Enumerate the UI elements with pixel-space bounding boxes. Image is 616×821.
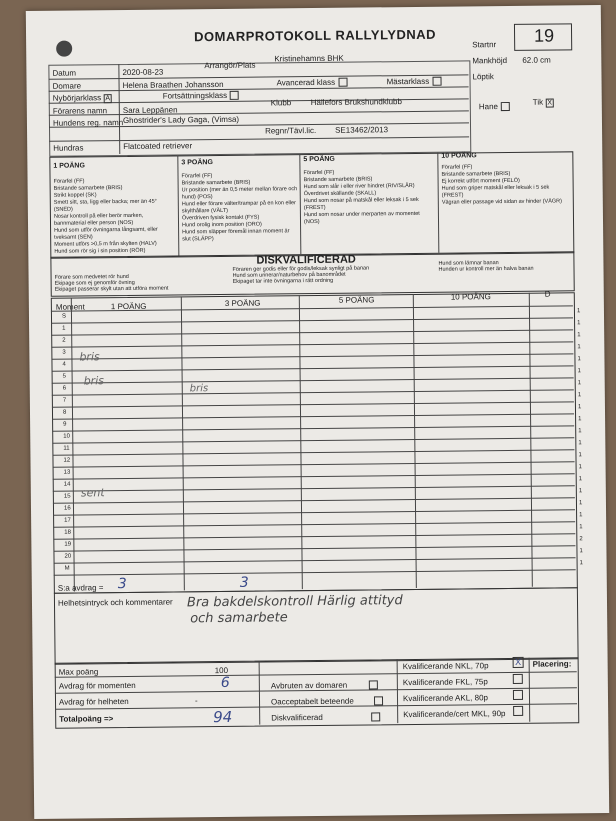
fortsattning-checkbox[interactable] xyxy=(230,91,239,100)
table-row-number: 2 xyxy=(62,337,66,344)
p1-title: 1 POÄNG xyxy=(53,162,85,170)
note-row3: bris xyxy=(79,350,100,364)
table-row-number: 19 xyxy=(64,541,72,548)
k4-label: Kvalificerande/cert MKL, 90p xyxy=(403,709,506,720)
col-header-moment: Moment xyxy=(55,302,85,312)
p5-title: 5 POÄNG xyxy=(303,155,335,164)
comments-text-1: Bra bakdelskontroll Härlig attityd xyxy=(186,593,403,611)
note-row6: bris xyxy=(189,383,209,395)
diskvalificerad-label: Diskvalificerad xyxy=(271,712,380,723)
col-header-10p: 10 POÄNG xyxy=(450,292,491,302)
p10-text: Förarfel (FF) Bristande samarbete (BRIS) Ej korrekt utfört moment (FELÖ) Hund som griper matskål eller leksak i 5 sek (FREST) Vägran eller passage vid sidan av hinder (VÄGR) xyxy=(441,164,562,206)
table-row-number: 1 xyxy=(62,325,66,332)
table-row-right-number: 1 xyxy=(578,476,583,483)
note-row14: sent xyxy=(80,486,105,500)
arrangor-label: Arrangör/Plats xyxy=(204,60,256,71)
table-row-number: M xyxy=(64,565,70,572)
regnr-label: Regnr/Tävl.lic. xyxy=(265,125,317,136)
datum-value: 2020-08-23 xyxy=(122,67,164,78)
oacceptabelt-label: Oacceptabelt beteende xyxy=(271,696,383,707)
hund-value: Ghostrider's Lady Gaga, (Vimsa) xyxy=(122,114,240,126)
table-row-number: 13 xyxy=(63,469,71,476)
avbruten-label: Avbruten av domaren xyxy=(271,680,378,691)
table-row-number: 12 xyxy=(63,457,71,464)
table-row-right-number: 1 xyxy=(578,416,582,423)
page-title: DOMARPROTOKOLL RALLYLYDNAD xyxy=(193,26,437,45)
table-row-number: 11 xyxy=(63,445,70,452)
avancerad-checkbox[interactable] xyxy=(338,78,347,87)
table-row-number: 9 xyxy=(63,421,67,428)
avdrag-hel-label: Avdrag för helheten xyxy=(58,696,129,707)
p5-text: Förarfel (FF) Bristande samarbete (BRIS) Hund som slår i eller river hindret (RIV/SLÅR) Överdrivet skällande (SKALL) Hund som nosar på matskål eller leksak i 5 sek (FREST) Hund som nosar under merparten av momentet (NOS) xyxy=(303,169,420,226)
hane-label: Hane xyxy=(479,102,510,112)
comments-label: Helhetsintryck och kommentarer xyxy=(57,597,173,608)
table-row-right-number: 1 xyxy=(576,308,581,315)
hundras-value: Flatcoated retriever xyxy=(123,141,193,152)
avancerad-label: Avancerad klass xyxy=(277,78,348,88)
table-row-right-number: 1 xyxy=(578,464,582,471)
table-row-number: 7 xyxy=(62,397,67,404)
startnr-label: Startnr xyxy=(472,40,497,50)
p10-title: 10 POÄNG xyxy=(441,152,477,160)
table-row-right-number: 2 xyxy=(579,536,583,543)
hundras-label: Hundras xyxy=(53,143,84,153)
loptik-label: Löptik xyxy=(472,72,494,82)
k1-checkbox[interactable]: X xyxy=(513,657,524,668)
hund-label: Hundens reg. namn xyxy=(52,118,124,128)
k1-label: Kvalificerande NKL, 70p xyxy=(402,661,489,672)
klubb-label: Klubb xyxy=(270,98,292,108)
table-row-right-number: 1 xyxy=(577,356,581,363)
table-row-number: 16 xyxy=(63,505,71,512)
avbruten-checkbox[interactable] xyxy=(369,681,378,690)
col-header-d: D xyxy=(544,289,551,299)
mastar-label: Mästarklass xyxy=(386,77,441,87)
k3-label: Kvalificerande AKL, 80p xyxy=(402,693,489,704)
table-row-number: 18 xyxy=(64,529,71,536)
avdrag-hel-value: - xyxy=(194,696,198,706)
comments-text-2: och samarbete xyxy=(190,610,288,627)
table-row-right-number: 1 xyxy=(579,524,583,531)
diskval-c3: Hund som lämnar banan Hunden ur kontroll mer än halva banan xyxy=(438,260,534,273)
table-row-number: 3 xyxy=(62,349,66,356)
table-row-number: 8 xyxy=(62,409,67,416)
fortsattning-label: Fortsättningsklass xyxy=(163,91,240,101)
table-row-number: 20 xyxy=(64,553,72,560)
p3-title: 3 POÄNG xyxy=(181,159,213,167)
placering-label: Placering: xyxy=(532,659,572,669)
diskval-title: DISKVALIFICERAD xyxy=(256,253,356,267)
note-row5: bris xyxy=(83,374,105,388)
p3-text: Förarfel (FF) Bristande samarbete (BRIS) Ur position (mer än 0,5 meter mellan förare och hund) (POS) Hund eller förare välter/trampar på en kon eller skylthållare (VÄLT) Överdriven fysisk kontakt (FYS) Hund orolig inom position (ORO) Hund som släpper föremål innan moment är slut (SLÄPP) xyxy=(181,173,298,243)
max-label: Max poäng xyxy=(58,667,99,677)
table-row-right-number: 1 xyxy=(579,548,583,555)
table-row-number: S xyxy=(61,313,67,320)
diskvalificerad-checkbox[interactable] xyxy=(371,713,380,722)
regnr-value: SE13462/2013 xyxy=(335,125,389,135)
total-value: 94 xyxy=(213,707,233,727)
table-row-number: 5 xyxy=(62,373,66,380)
table-row-right-number: 1 xyxy=(578,428,582,435)
diskval-c2: Föraren ger godis eller för godis/leksak synligt på banan Hund som urinerar/naturbehov på banområdet Ekipaget tar inte övningarna i rätt ordning xyxy=(232,265,370,285)
avdrag-mom-label: Avdrag för momenten xyxy=(58,680,136,691)
table-row-right-number: 1 xyxy=(578,440,582,447)
domare-value: Helena Braathen Johansson xyxy=(122,79,224,91)
p1-text: Förarfel (FF) Bristande samarbete (BRIS) Strikt koppel (SK) Smett sitt, sta, ligg eller backa; mer än 45° (SNED) Nosar kontroll på eller berör marken, bannmaterial eller person (NOS) Hund som utför övningarna långsamt, eller tveksamt (SEN) Moment utförs >0,5 m från skylten (HALV) Hund som rör sig i sin position (RÖR) xyxy=(53,178,158,255)
datum-label: Datum xyxy=(52,68,77,78)
table-row-right-number: 1 xyxy=(578,488,583,495)
klubb-value: Hällefors Brukshundklubb xyxy=(310,97,402,108)
sum-1p: 3 xyxy=(117,576,127,593)
tik-checkbox[interactable]: X xyxy=(545,99,554,108)
diskval-c1: Förare som medvetet rör hund Ekipage som ej genomför övning Ekipaget passerar skylt utan att utföra moment xyxy=(54,273,169,293)
startnr-value: 19 xyxy=(533,25,555,46)
col-header-5p: 5 POÄNG xyxy=(338,295,375,305)
oacceptabelt-checkbox[interactable] xyxy=(374,697,383,706)
sum-label: S:a avdrag = xyxy=(57,583,104,593)
table-row-number: 6 xyxy=(62,385,67,392)
mastar-checkbox[interactable] xyxy=(432,77,441,86)
max-value: 100 xyxy=(214,665,229,676)
table-row-right-number: 1 xyxy=(577,392,582,399)
table-row-number: 15 xyxy=(63,493,71,500)
table-row-right-number: 1 xyxy=(577,344,581,351)
hane-checkbox[interactable] xyxy=(501,102,510,111)
table-row-right-number: 1 xyxy=(579,560,583,567)
table-row-right-number: 1 xyxy=(578,452,582,459)
table-row-number: 14 xyxy=(63,481,71,488)
table-row-right-number: 1 xyxy=(577,320,581,327)
table-row-number: 17 xyxy=(64,517,71,524)
k2-checkbox[interactable] xyxy=(513,674,523,684)
total-label: Totalpoäng => xyxy=(59,714,114,724)
table-row-right-number: 1 xyxy=(579,512,583,519)
forare-label: Förarens namn xyxy=(52,106,108,116)
forare-value: Sara Leppänen xyxy=(122,105,178,116)
table-row-number: 10 xyxy=(63,433,70,440)
k4-checkbox[interactable] xyxy=(513,706,523,716)
arrangor-value: Kristinehamns BHK xyxy=(274,53,344,64)
club-logo-icon xyxy=(56,41,72,57)
col-header-3p: 3 POÄNG xyxy=(224,298,261,308)
k3-checkbox[interactable] xyxy=(513,690,523,700)
table-row-right-number: 1 xyxy=(577,404,582,411)
avdrag-mom-value: 6 xyxy=(220,674,230,692)
table-row-right-number: 1 xyxy=(577,332,581,339)
nyborjar-label: Nybörjarklass A xyxy=(53,93,112,104)
sum-3p: 3 xyxy=(239,574,249,591)
judge-protocol-sheet xyxy=(26,5,609,819)
nyborjar-checkbox[interactable]: A xyxy=(103,94,112,103)
mankhojd-value: 62.0 cm xyxy=(522,55,551,65)
col-header-1p: 1 POÄNG xyxy=(110,301,147,312)
table-row-number: 4 xyxy=(62,361,66,368)
table-row-right-number: 1 xyxy=(577,380,582,387)
table-row-right-number: 1 xyxy=(577,368,581,375)
mankhojd-label: Mankhöjd xyxy=(472,55,508,66)
k2-label: Kvalificerande FKL, 75p xyxy=(402,677,488,688)
domare-label: Domare xyxy=(52,81,82,91)
tik-label: Tik X xyxy=(533,98,554,108)
table-row-right-number: 1 xyxy=(578,500,583,507)
